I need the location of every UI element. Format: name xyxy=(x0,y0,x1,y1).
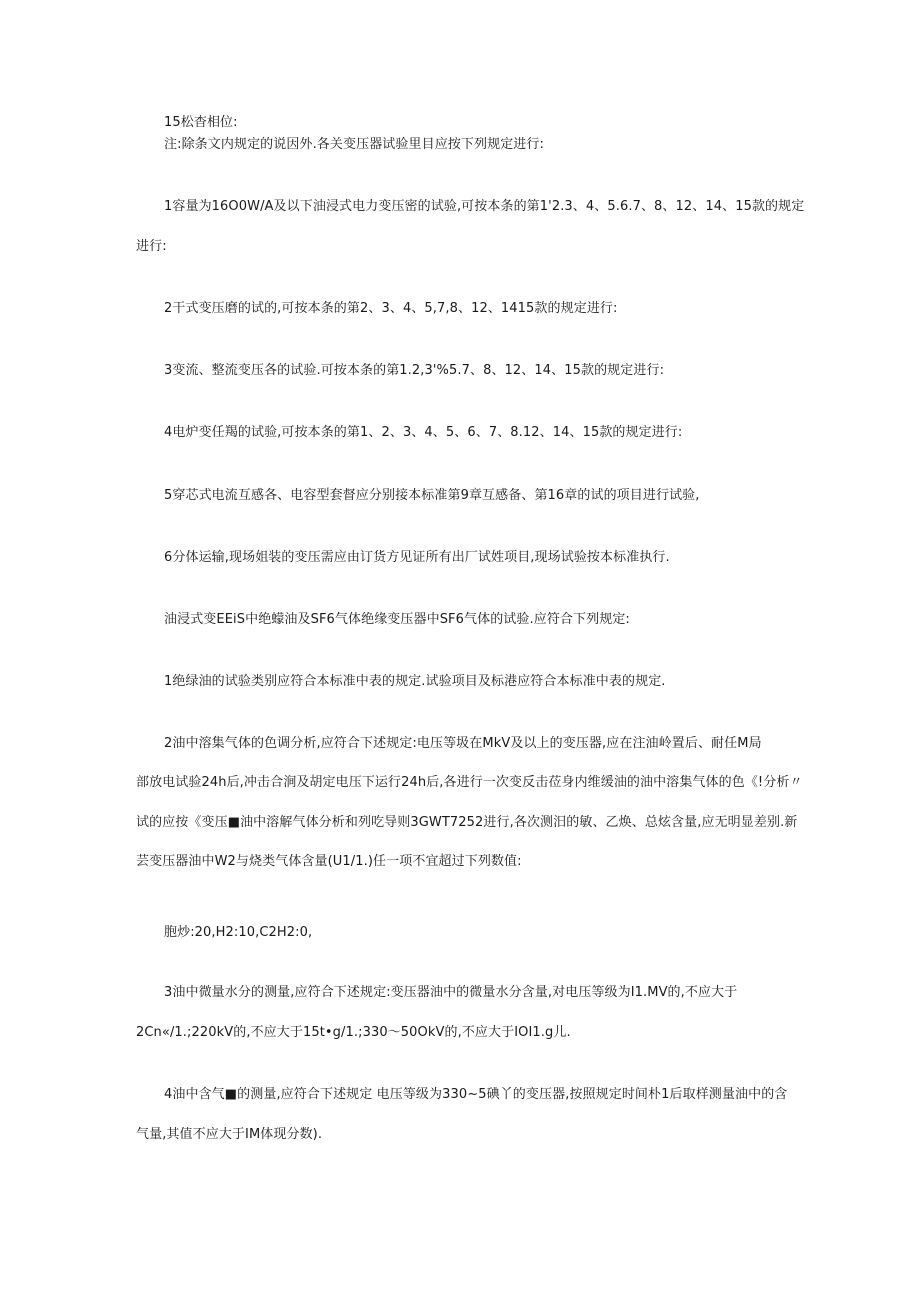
gas-values: 胞炒:20,H2:10,C2H2:0, xyxy=(164,925,313,940)
oil-item-2-line2: 部放电试验24h后,冲击合涧及胡定电压下运行24h后,各进行一次变反击莅身内维缓油的油中溶集气体的色《!分析〃 xyxy=(136,775,803,790)
oil-item-1: 1绝绿油的试验类别应符合本标准中表的规定.试验项目及标港应符合本标准中表的规定. xyxy=(164,674,666,689)
section-heading: 15松杳相位: xyxy=(164,115,238,130)
oil-item-2-line1: 2油中溶集气体的色调分析,应符合下述规定:电压等圾在MkV及以上的变压器,应在注油岭置后、耐任M局 xyxy=(164,736,762,751)
oil-item-4-line1: 4油中含气■的测量,应符合下述规定 电压等级为330~5碘丫的变压器,按照规定时间朴1后取样测量油中的含 xyxy=(164,1087,788,1102)
list-item-4: 4电炉变任羯的试验,可按本条的第1、2、3、4、5、6、7、8.12、14、15款的规定进行: xyxy=(164,425,683,440)
oil-section-title: 油浸式变EEiS中绝蠓油及SF6气体绝缘变压器中SF6气体的试验.应符合下列规定: xyxy=(164,612,630,627)
list-item-3: 3变流、整流变压各的试验.可按本条的第1.2,3'%5.7、8、12、14、15款的规定进行: xyxy=(164,363,665,378)
oil-item-3-line1: 3油中微量水分的测量,应符合下述规定:变压器油中的微量水分含量,对电压等级为I1.MV的,不应大于 xyxy=(164,985,738,1000)
note-paragraph: 注:除条文内规定的说因外.各关变压器试验里目应按下列规定进行: xyxy=(164,137,544,152)
oil-item-2-line4: 芸变压器油中W2与烧类气体含量(U1/1.)任一项不宜超过下列数值: xyxy=(136,854,522,869)
list-item-2: 2干式变压磨的试的,可按本条的第2、3、4、5,7,8、12、1415款的规定进行: xyxy=(164,301,618,316)
list-item-5: 5穿芯式电流互感各、电容型套督应分别接本标准第9章互感备、第16章的试的项目进行试验, xyxy=(164,488,700,503)
oil-item-3-line2: 2Cn«/1.;220kV的,不应大于15t•g/1.;330〜50OkV的,不应大于IOI1.g儿. xyxy=(136,1025,571,1040)
list-item-1-line2: 进行: xyxy=(136,239,167,254)
list-item-1-line1: 1容量为16O0W/A及以下油浸式电力变压密的试验,可按本条的第1'2.3、4、5.6.7、8、12、14、15款的规定 xyxy=(164,199,805,214)
list-item-6: 6分体运输,现场姐装的变压需应由订货方见证所有出厂试姓项目,现场试验按本标准执行. xyxy=(164,550,670,565)
oil-item-2-line3: 试的应按《变压■油中溶解气体分析和列吃导则3GWT7252进行,各次测汨的敏、乙焕、总炫含量,应无明显差别.新 xyxy=(136,815,798,830)
oil-item-4-line2: 气量,其值不应大于IM体现分数). xyxy=(136,1127,323,1142)
